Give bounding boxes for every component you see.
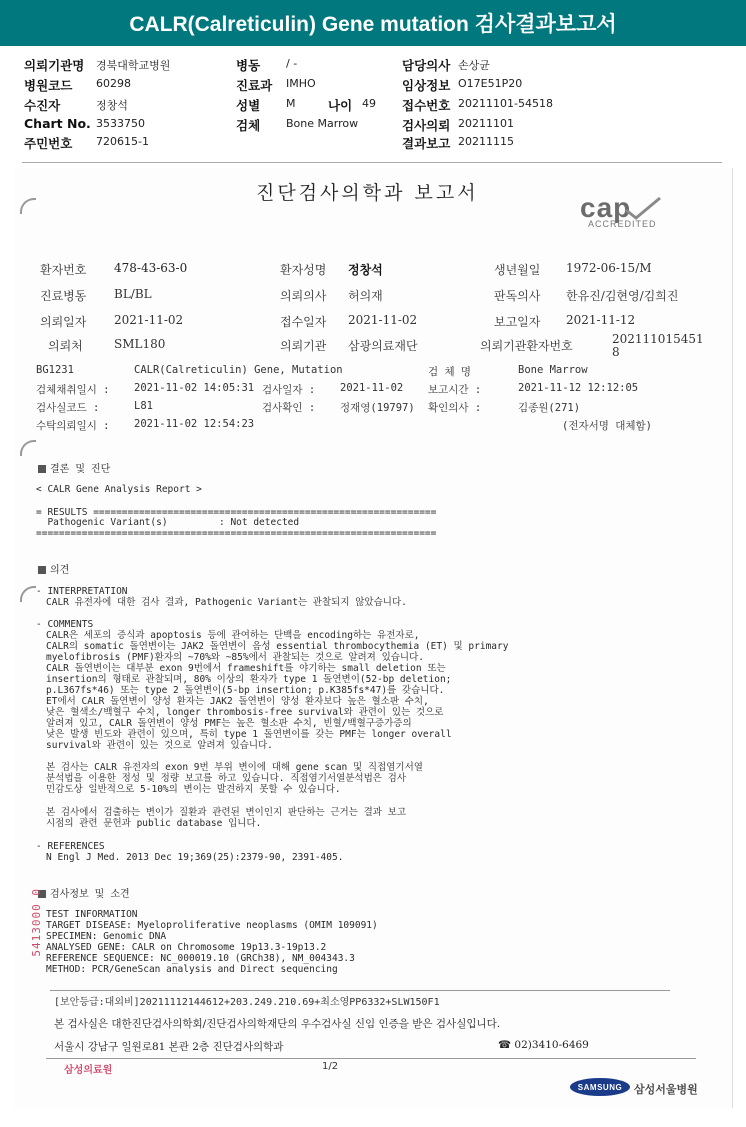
meta-value: 2021-11-02 12:54:23 [134,418,255,430]
test-info-line: SPECIMEN: Genomic DNA [46,931,167,942]
results-row: Pathogenic Variant(s) : Not detected [36,517,300,528]
meta-label: 확인의사 : [428,402,482,414]
grid-value: 2021-11-02 [348,313,418,327]
grid-value: 정창석 [348,263,383,277]
header-row-specimen: 검체 [236,118,261,133]
grid-value: 삼광의료재단 [348,339,418,353]
specimen-name: Bone Marrow [518,364,588,376]
cap-logo-text: cap [580,192,632,223]
grid-label: 접수일자 [280,315,327,329]
test-name: CALR(Calreticulin) Gene, Mutation [134,364,343,376]
test-info-line: TARGET DISEASE: Myeloproliferative neoplasms (OMIM 109091) [46,920,378,931]
meta-label: 검사실코드 : [36,402,100,414]
grid-label: 의뢰처 [48,339,83,353]
grid-label: 환자성명 [280,263,327,277]
grid-label: 의뢰일자 [40,315,87,329]
samsung-logo [570,1078,630,1096]
grid-label: 진료병동 [40,289,87,303]
header-row-result: 결과보고 [402,136,451,151]
method-line: 민감도상 일반적으로 5-10%의 변이는 발견하지 못할 수 있습니다. [46,784,341,795]
header-row-patient: 수진자 [24,98,61,113]
method-line: 본 검사는 CALR 유전자의 exon 9번 부위 변이에 대해 gene scan 및 직접염기서열 [46,762,423,773]
grid-value: 2021-11-12 [566,313,636,327]
footer-org: 삼성의료원 [64,1065,113,1076]
meta-label: 보고시간 : [428,384,482,396]
esign-note: (전자서명 대체함) [562,420,652,432]
cap-check-icon [622,194,664,222]
comment-line: 낮은 발생 빈도와 관련이 있으며, 특히 type 1 돌연변이를 갖는 PMF는 longer overall [46,729,452,740]
header-row-request: 검사의뢰 [402,118,451,133]
method-line: 분석법을 이용한 정성 및 정량 보고를 하고 있습니다. 직접염기서열분석법은 검사 [46,773,407,784]
footer-rule [46,1058,696,1059]
age-value: 49 [362,97,376,110]
section-opinion: 의견 [38,561,69,576]
header-row-department: 진료과 [236,78,273,93]
ward-value: / - [286,57,298,70]
header-row-clinical-info: 임상정보 [402,78,451,93]
reference-text: N Engl J Med. 2013 Dec 19;369(25):2379-90, 2391-405. [46,852,344,863]
comment-line: insertion의 형태로 관찰되며, 80% 이상의 환자가 type 1 돌연변이(52-bp deletion; [46,674,452,685]
section-bullet-icon [38,566,46,574]
resident-no-value: 720615-1 [96,135,149,148]
test-info-line: ANALYSED GENE: CALR on Chromosome 19p13.3-19p13.2 [46,942,327,953]
section-bullet-icon [38,465,46,473]
grid-value: 허의재 [348,289,383,303]
report-banner [0,0,746,46]
cap-accredited: ACCREDITED [588,219,657,229]
specimen-label: 검 체 명 [428,366,472,378]
order-header [0,46,746,166]
comments-head: - COMMENTS [36,619,94,630]
lab-phone: ☎ 02)3410-6469 [498,1039,589,1051]
security-line: [보안등급:대외비]20211112144612+203.249.210.69+최소영PP6332+SLW150F1 [54,997,440,1008]
grid-label: 보고일자 [494,315,541,329]
gene-report-title: < CALR Gene Analysis Report > [36,484,202,495]
chart-no-value: 3533750 [96,117,145,130]
header-row-ward: 병동 [236,58,261,73]
grid-label: 의뢰의사 [280,289,327,303]
comment-line: survival와 관련이 있는 것으로 알려져 있습니다. [46,740,273,751]
basis-line: 본 검사에서 검출하는 변이가 질환과 관련된 변이인지 판단하는 근거는 결과 보고 [46,807,407,818]
results-end: ====================================================================== [36,528,437,539]
page-number: 1/2 [322,1061,339,1072]
vertical-barcode-text: 5413000 0 [30,888,43,957]
test-code: BG1231 [36,364,74,376]
patient-value: 정창석 [96,99,128,112]
grid-value: 한유진/김현영/김희진 [566,289,679,303]
meta-label: 검체채취일시 : [36,384,110,396]
result-date-value: 20211115 [458,135,514,148]
header-row-chart: Chart No. [24,116,91,131]
header-row-institution: 의뢰기관명 [24,58,85,73]
meta-label: 검사일자 : [262,384,316,396]
clinical-info-value: O17E51P20 [458,77,523,90]
test-info-line: TEST INFORMATION [46,909,138,920]
grid-value: BL/BL [114,287,152,301]
grid-value: 1972-06-15/M [566,261,652,275]
grid-value-wrap: 8 [612,345,620,359]
banner-title: CALR(Calreticulin) Gene mutation 검사결과보고서 [129,13,617,36]
test-info-line: REFERENCE SEQUENCE: NC_000019.10 (GRCh38), NM_004343.3 [46,953,355,964]
grid-value: SML180 [114,337,166,351]
hospital-name: 삼성서울병원 [634,1083,698,1096]
grid-label: 생년월일 [494,263,541,277]
comment-line: 알려져 있고, CALR 돌연변이 양성 PMF는 높은 혈소판 수치, 빈혈/백혈구증가증의 [46,718,412,729]
section-test-info: 검사정보 및 소견 [38,885,130,900]
samsung-logo-text: SAMSUNG [577,1082,623,1092]
lab-address: 서울시 강남구 일원로81 본관 2층 진단검사의학과 [54,1041,284,1053]
accession-value: 20211101-54518 [458,97,553,110]
header-divider [22,162,722,163]
comment-line: myelofibrosis (PMF)환자의 ~70%와 ~85%에서 관찰되는 것으로 알려져 있습니다. [46,652,425,663]
grid-label: 의뢰기관환자번호 [480,339,573,353]
interpretation-text: CALR 유전자에 대한 검사 결과, Pathogenic Variant는 관찰되지 않았습니다. [46,597,407,608]
comment-line: CALR의 somatic 돌연변이는 JAK2 돌연변이 음성 essential thrombocythemia (ET) 및 primary [46,641,509,652]
footer-divider [50,990,670,991]
report-title: 진단검사의학과 보고서 [256,182,479,204]
comment-line: CALR은 세포의 증식과 apoptosis 등에 관여하는 단백을 encoding하는 유전자로, [46,630,420,641]
meta-value: 2021-11-12 12:12:05 [518,382,639,394]
header-row-resident-no: 주민번호 [24,136,73,151]
grid-value: 2021-11-02 [114,313,184,327]
grid-label: 의뢰기관 [280,339,327,353]
comment-line: p.L367fs*46) 또는 type 2 돌연변이(5-bp insertion; p.K385fs*47)를 갖습니다. [46,685,445,696]
header-row-doctor: 담당의사 [402,58,451,73]
test-info-line: METHOD: PCR/GeneScan analysis and Direct sequencing [46,964,338,975]
results-line: = RESULTS ============================================================ [36,507,437,518]
section-conclusion: 결론 및 진단 [38,460,110,475]
meta-value: L81 [134,400,153,412]
interpretation-head: - INTERPRETATION [36,586,128,597]
meta-value: 김종원(271) [518,402,581,414]
header-row-hospital-code: 병원코드 [24,78,73,93]
basis-line: 시점의 관련 문헌과 public database 입니다. [46,818,262,829]
grid-value: 478-43-63-0 [114,261,188,275]
specimen-value: Bone Marrow [286,117,359,130]
meta-value: 2021-11-02 [340,382,404,394]
header-row-age: 나이 [328,98,353,113]
grid-label: 환자번호 [40,263,87,277]
meta-value: 정재영(19797) [340,402,415,414]
header-row-accession: 접수번호 [402,98,451,113]
meta-label: 검사확인 : [262,402,316,414]
meta-value: 2021-11-02 14:05:31 [134,382,255,394]
department-value: IMHO [286,77,316,90]
header-row-sex: 성별 [236,98,261,113]
comment-line: ET에서 CALR 돌연변이 양성 환자는 JAK2 돌연변이 양성 환자보다 높은 혈소판 수치, [46,696,429,707]
grid-value: 202111015451 [612,332,704,346]
meta-label: 수탁의뢰일시 : [36,420,110,432]
request-date-value: 20211101 [458,117,514,130]
grid-label: 판독의사 [494,289,541,303]
certification-text: 본 검사실은 대한진단검사의학회/진단검사의학재단의 우수검사실 신임 인증을 받은 검사실입니다. [54,1018,501,1030]
doctor-value: 손상균 [458,59,490,72]
references-head: - REFERENCES [36,841,105,852]
institution-value: 경북대학교병원 [96,59,171,72]
comment-line: 낮은 혈색소/백혈구 수치, longer thrombosis-free survival와 관련이 있는 것으로 [46,707,444,718]
comment-line: CALR 돌연변이는 대부분 exon 9번에서 frameshift를 야기하는 small deletion 또는 [46,663,446,674]
hospital-code-value: 60298 [96,77,131,90]
sex-value: M [286,97,296,110]
